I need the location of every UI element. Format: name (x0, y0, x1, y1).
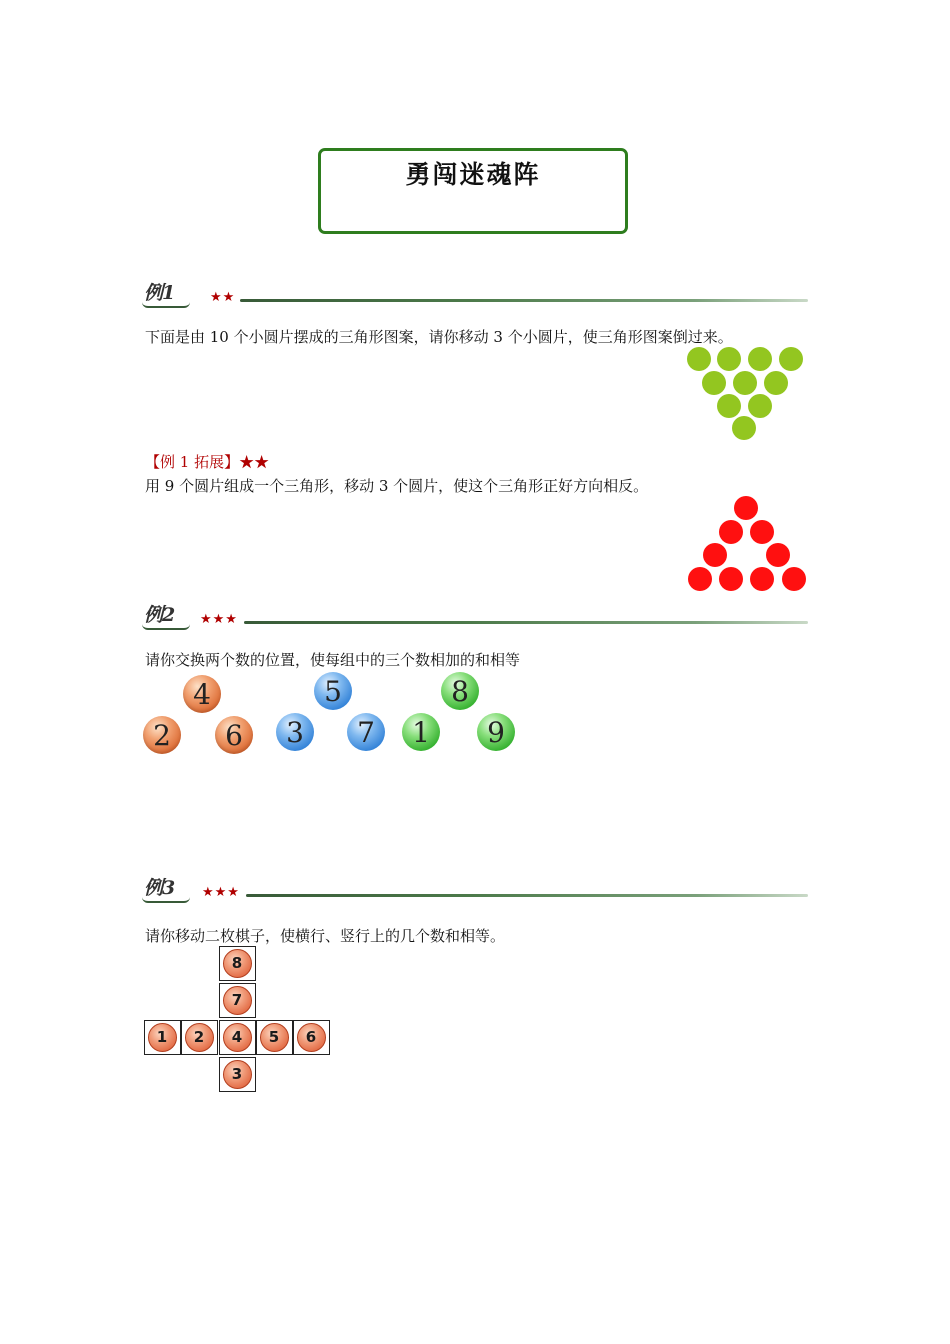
green-ball-top: 8 (441, 672, 479, 710)
red-dot (766, 543, 790, 567)
chess-piece: 5 (260, 1023, 289, 1052)
blue-ball-left: 3 (276, 713, 314, 751)
grid-cell (219, 1020, 256, 1055)
red-dot (703, 543, 727, 567)
green-ball-right: 9 (477, 713, 515, 751)
red-dot (750, 520, 774, 544)
green-dot (687, 347, 711, 371)
chess-piece: 7 (223, 986, 252, 1015)
badge-swoosh (142, 302, 190, 308)
green-dot-triangle (684, 345, 806, 443)
green-dot (717, 347, 741, 371)
green-dot (779, 347, 803, 371)
chess-piece: 3 (223, 1060, 252, 1089)
example-1-stars: ★★ (210, 290, 236, 305)
green-dot (764, 371, 788, 395)
red-dot (734, 496, 758, 520)
extension-1-stars: ★★ (239, 453, 270, 471)
cross-grid (144, 946, 334, 1094)
green-dot (748, 347, 772, 371)
green-dot (702, 371, 726, 395)
badge-swoosh (142, 897, 190, 903)
grid-cell (219, 983, 256, 1018)
green-dot (732, 416, 756, 440)
grid-cell (181, 1020, 218, 1055)
green-dot (733, 371, 757, 395)
badge-swoosh (142, 624, 190, 630)
header-divider-line (240, 299, 808, 302)
chess-piece: 6 (297, 1023, 326, 1052)
header-divider-line (244, 621, 808, 624)
example-1-text: 下面是由 10 个小圆片摆成的三角形图案，请你移动 3 个小圆片，使三角形图案倒过来。 (145, 328, 733, 346)
chess-piece: 1 (148, 1023, 177, 1052)
red-dot (750, 567, 774, 591)
grid-cell (256, 1020, 293, 1055)
red-dot (719, 567, 743, 591)
green-dot (717, 394, 741, 418)
example-2-header (142, 598, 808, 632)
chess-piece: 2 (185, 1023, 214, 1052)
orange-ball-top: 4 (183, 675, 221, 713)
orange-ball-right: 6 (215, 716, 253, 754)
blue-ball-top: 5 (314, 672, 352, 710)
chess-piece: 8 (223, 949, 252, 978)
chess-piece: 4 (223, 1023, 252, 1052)
extension-1-heading (145, 452, 269, 472)
example-2-text: 请你交换两个数的位置，使每组中的三个数相加的和相等 (145, 651, 521, 669)
example-3-badge: 例3 (144, 877, 175, 899)
red-dot-triangle (686, 495, 810, 593)
red-dot (688, 567, 712, 591)
extension-1-label: 【例 1 拓展】 (145, 453, 240, 471)
header-divider-line (246, 894, 808, 897)
page-title: 勇闯迷魂阵 (405, 160, 541, 189)
grid-cell (219, 1057, 256, 1092)
example-2-stars: ★★★ (200, 612, 238, 627)
extension-1-text: 用 9 个圆片组成一个三角形，移动 3 个圆片，使这个三角形正好方向相反。 (145, 477, 649, 495)
example-1-header (142, 276, 808, 310)
grid-cell (293, 1020, 330, 1055)
red-dot (719, 520, 743, 544)
grid-cell (144, 1020, 181, 1055)
red-dot (782, 567, 806, 591)
orange-ball-left: 2 (143, 716, 181, 754)
example-2-badge: 例2 (144, 604, 175, 626)
example-3-stars: ★★★ (202, 885, 240, 900)
example-1-badge: 例1 (144, 282, 175, 304)
grid-cell (219, 946, 256, 981)
example-3-header (142, 871, 808, 905)
green-ball-left: 1 (402, 713, 440, 751)
green-dots (687, 347, 803, 440)
green-dot (748, 394, 772, 418)
red-dots (688, 496, 806, 591)
blue-ball-right: 7 (347, 713, 385, 751)
example-3-text: 请你移动二枚棋子，使横行、竖行上的几个数和相等。 (145, 927, 506, 945)
